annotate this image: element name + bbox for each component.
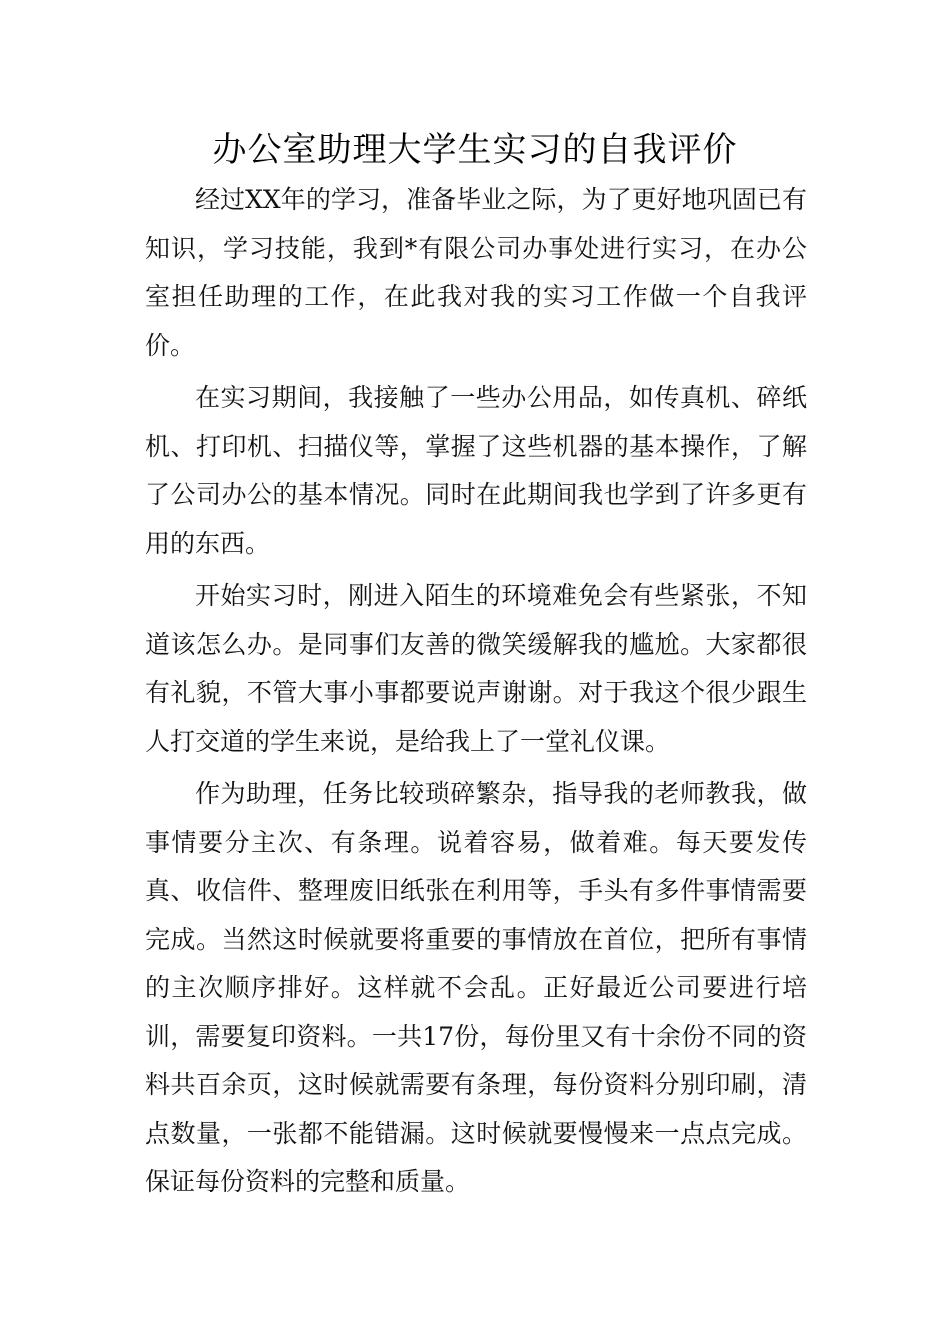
paragraph-4: 作为助理，任务比较琐碎繁杂，指导我的老师教我，做事情要分主次、有条理。说着容易，做着难。每天要发传真、收信件、整理废旧纸张在利用等，手头有多件事情需要完成。当然这时候就要将重要的事情放在首位，把所有事情的主次顺序排好。这样就不会乱。正好最近公司要进行培训，需要复印资料。一共17份，每份里又有十余份不同的资料共百余页，这时候就需要有条理，每份资料分别印刷，清点数量，一张都不能错漏。这时候就要慢慢来一点点完成。保证每份资料的完整和质量。 <box>145 779 807 1196</box>
paragraph-2: 在实习期间，我接触了一些办公用品，如传真机、碎纸机、打印机、扫描仪等，掌握了这些机器的基本操作，了解了公司办公的基本情况。同时在此期间我也学到了许多更有用的东西。 <box>145 383 807 558</box>
paragraph-3: 开始实习时，刚进入陌生的环境难免会有些紧张，不知道该怎么办。是同事们友善的微笑缓解我的尴尬。大家都很有礼貌，不管大事小事都要说声谢谢。对于我这个很少跟生人打交道的学生来说，是给我上了一堂礼仪课。 <box>145 581 807 756</box>
document-title: 办公室助理大学生实习的自我评价 <box>212 130 738 170</box>
document-body <box>145 176 807 1211</box>
paragraph-1: 经过XX年的学习，准备毕业之际，为了更好地巩固已有知识，学习技能，我到*有限公司办事处进行实习，在办公室担任助理的工作，在此我对我的实习工作做一个自我评价。 <box>145 185 807 360</box>
